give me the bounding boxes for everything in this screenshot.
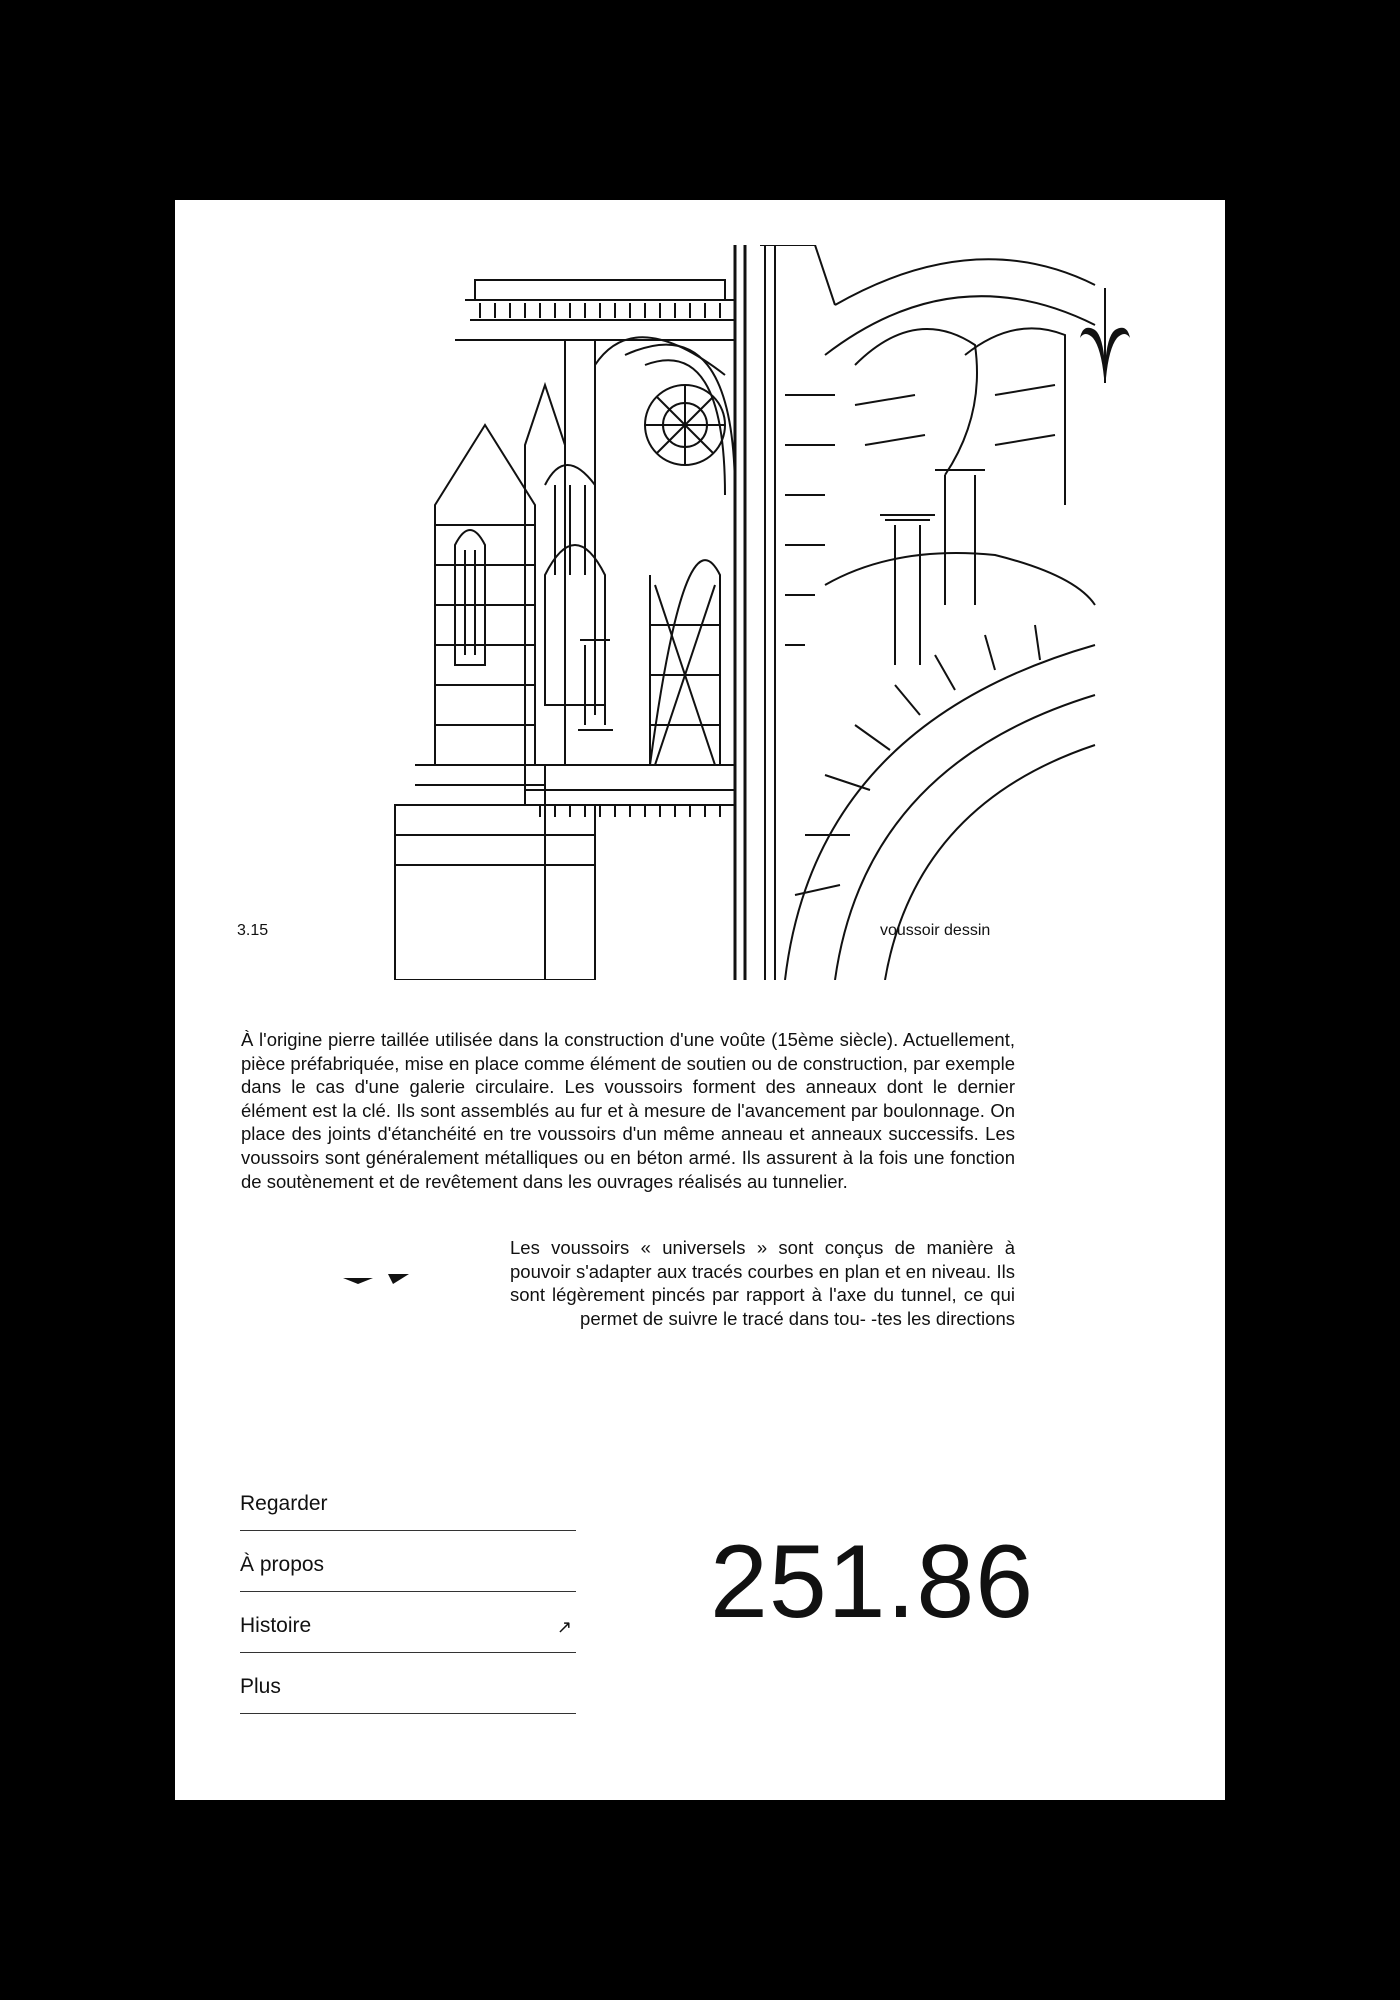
figure-number: 3.15 bbox=[237, 922, 269, 939]
menu-item-regarder[interactable] bbox=[240, 1470, 576, 1531]
page-sheet bbox=[175, 200, 1225, 1800]
body-paragraph-2: Les voussoirs « universels » sont conçus de manière à pouvoir s'adapter aux tracés courbes en plan et en niveau. Ils sont légèrement pincés par rapport à l'axe du tunnel, ce qui permet de suivre le tracé dans tou- -tes les directions bbox=[510, 1237, 1015, 1329]
architecture-illustration bbox=[295, 245, 1185, 980]
figure-caption: voussoir dessin bbox=[880, 922, 991, 939]
menu-item-label: Histoire bbox=[240, 1614, 312, 1637]
arrow-up-right-icon: ↗ bbox=[556, 1617, 572, 1637]
fleur-mark-icon bbox=[1075, 288, 1135, 383]
menu-item-label: Regarder bbox=[240, 1492, 328, 1515]
menu-item-label: Plus bbox=[240, 1675, 281, 1698]
nav-menu bbox=[240, 1470, 576, 1714]
menu-item-a-propos[interactable] bbox=[240, 1531, 576, 1592]
body-paragraph-1: À l'origine pierre taillée utilisée dans la construction d'une voûte (15ème siècle). Actuellement, pièce préfabriquée, mise en place comme élément de soutien ou de construction, par exemple dans le cas d'une galerie circulaire. Les voussoirs forment des anneaux dont le dernier élément est la clé. Ils sont assemblés au fur et à mesure de l'avancement par boulonnage. On place des joints d'étanchéité en tre voussoirs d'un même anneau et anneaux successifs. Les voussoirs sont généralement métalliques ou en béton armé. Ils assurent à la fois une fonction de soutènement et de revêtement dans les ouvrages réalisés au tunnelier. bbox=[241, 1029, 1015, 1192]
large-value: 251.86 bbox=[710, 1524, 1035, 1640]
decorative-marks-icon bbox=[343, 1270, 423, 1290]
menu-item-plus[interactable] bbox=[240, 1653, 576, 1714]
menu-item-histoire[interactable] bbox=[240, 1592, 576, 1653]
menu-item-label: À propos bbox=[240, 1553, 325, 1576]
